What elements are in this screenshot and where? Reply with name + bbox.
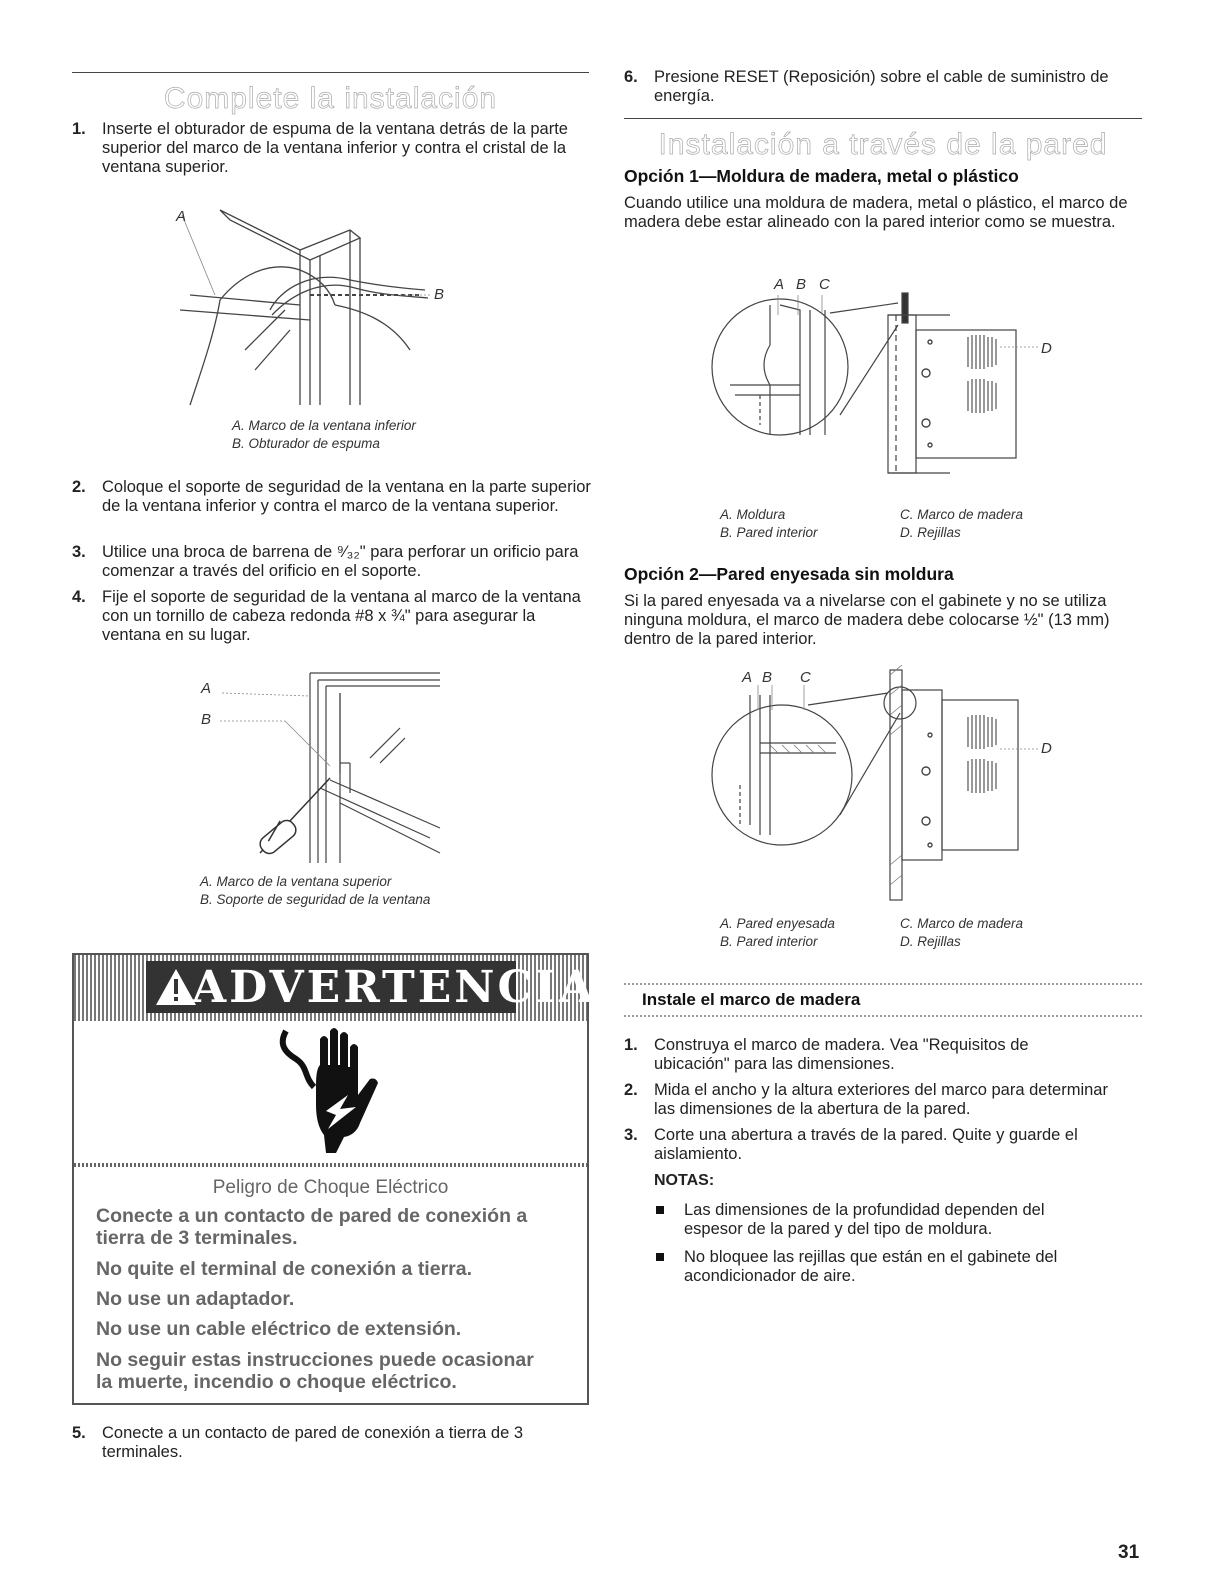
opt2-label-a: A bbox=[742, 669, 753, 686]
note-1: Las dimensiones de la profundidad dependen del espesor de la pared y del tipo de moldura. bbox=[684, 1201, 1045, 1238]
option2-text: Si la pared enyesada va a nivelarse con el gabinete y no se utiliza ninguna moldura, el marco de madera debe colocarse ½" (13 mm) dentro de la pared interior. bbox=[624, 592, 1110, 648]
figure-window-foam-seal bbox=[160, 200, 460, 415]
opt2-caption-b: B. Pared interior bbox=[720, 934, 818, 949]
opt1-label-b: B bbox=[796, 276, 807, 293]
opt2-caption-a: A. Pared enyesada bbox=[720, 916, 835, 931]
warning-subtitle: Peligro de Choque Eléctrico bbox=[212, 1177, 449, 1198]
warning-line-1: Conecte a un contacto de pared de conexión a tierra de 3 terminales. bbox=[96, 1205, 528, 1249]
note-bullet-2 bbox=[656, 1253, 664, 1261]
step-1: 1. Inserte el obturador de espuma de la ventana detrás de la parte superior del marco de la ventana inferior y contra el cristal de la ventana superior. bbox=[72, 120, 568, 176]
fig1-caption-a: A. Marco de la ventana inferior bbox=[232, 418, 416, 433]
fig2-label-b: B bbox=[201, 711, 212, 728]
opt1-caption-c: C. Marco de madera bbox=[900, 507, 1024, 522]
page-number: 31 bbox=[1118, 1542, 1140, 1563]
section-title-complete: Complete la instalación bbox=[163, 82, 498, 115]
warning-title: ADVERTENCIA bbox=[192, 962, 597, 1013]
section-rule bbox=[72, 72, 589, 73]
option1-text: Cuando utilice una moldura de madera, metal o plástico, el marco de madera debe estar alineado con la pared interior como se muestra. bbox=[624, 194, 1128, 231]
warning-line-3: No use un adaptador. bbox=[96, 1288, 295, 1310]
fig2-caption-a: A. Marco de la ventana superior bbox=[200, 874, 392, 889]
warning-box bbox=[72, 953, 597, 1405]
opt1-label-a: A bbox=[774, 276, 785, 293]
opt2-label-d: D bbox=[1041, 740, 1052, 757]
warning-line-2: No quite el terminal de conexión a tierra. bbox=[96, 1258, 473, 1280]
opt2-label-c: C bbox=[800, 669, 811, 686]
opt1-caption-a: A. Moldura bbox=[720, 507, 786, 522]
opt1-label-c: C bbox=[819, 276, 830, 293]
figure-option2-plaster bbox=[700, 665, 1060, 905]
fig1-label-b: B bbox=[434, 286, 445, 303]
opt2-label-b: B bbox=[762, 669, 773, 686]
option1-heading: Opción 1—Moldura de madera, metal o plástico bbox=[624, 166, 1019, 186]
warning-line-4: No use un cable eléctrico de extensión. bbox=[96, 1318, 462, 1340]
section-title-wall: Instalación a través de la pared bbox=[658, 128, 1108, 161]
note-2: No bloquee las rejillas que están en el gabinete del acondicionador de aire. bbox=[684, 1248, 1058, 1285]
fig2-caption-b: B. Soporte de seguridad de la ventana bbox=[200, 892, 431, 907]
fig1-caption-b: B. Obturador de espuma bbox=[232, 436, 380, 451]
warning-line-5: No seguir estas instrucciones puede ocasionar la muerte, incendio o choque eléctrico. bbox=[96, 1349, 534, 1393]
fig2-label-a: A bbox=[201, 680, 212, 697]
opt1-caption-b: B. Pared interior bbox=[720, 525, 818, 540]
note-bullet-1 bbox=[656, 1206, 664, 1214]
fig1-label-a: A bbox=[176, 208, 187, 225]
notes-label: NOTAS: bbox=[654, 1172, 715, 1189]
figure-option1-trim bbox=[700, 285, 1060, 495]
figure-safety-bracket bbox=[190, 668, 460, 868]
opt1-label-d: D bbox=[1041, 340, 1052, 357]
warning-separator bbox=[74, 1163, 587, 1167]
frame-rule-bottom bbox=[624, 1015, 1142, 1017]
option2-heading: Opción 2—Pared enyesada sin moldura bbox=[624, 564, 954, 584]
electric-shock-hand-icon bbox=[274, 1025, 394, 1157]
frame-heading: Instale el marco de madera bbox=[642, 990, 861, 1009]
opt2-caption-c: C. Marco de madera bbox=[900, 916, 1024, 931]
section-rule-wall bbox=[624, 118, 1142, 119]
opt2-caption-d: D. Rejillas bbox=[900, 934, 961, 949]
opt1-caption-d: D. Rejillas bbox=[900, 525, 961, 540]
frame-rule-top bbox=[624, 983, 1142, 985]
